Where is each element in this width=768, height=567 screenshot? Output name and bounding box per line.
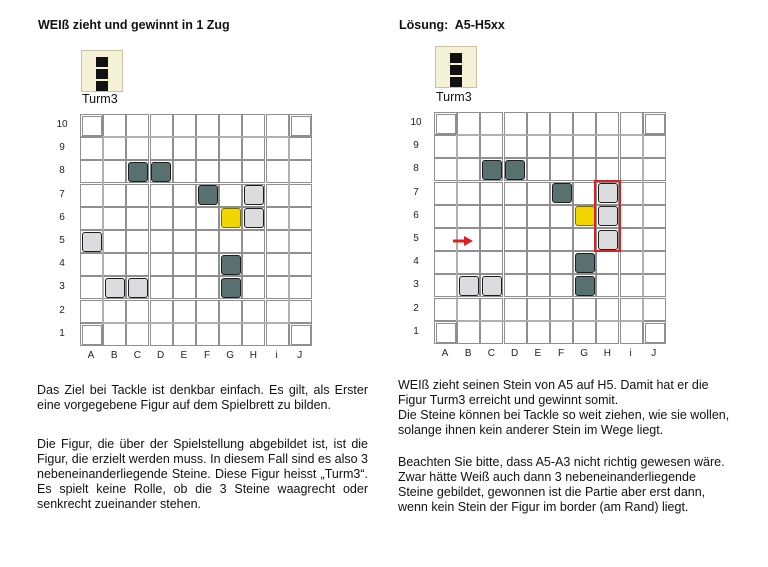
board-corner-square	[82, 116, 102, 136]
board-corner-square	[436, 114, 456, 134]
file-label: C	[487, 348, 495, 359]
board-cell[interactable]	[150, 323, 173, 346]
right-game-board	[410, 112, 674, 359]
board-cell[interactable]	[150, 276, 173, 299]
board-cell[interactable]	[150, 184, 173, 207]
board-cell[interactable]	[173, 114, 196, 137]
board-cell[interactable]	[173, 207, 196, 230]
board-cell[interactable]	[596, 135, 619, 158]
board-cell[interactable]	[620, 321, 643, 344]
board-cell[interactable]	[219, 137, 242, 160]
board-cell[interactable]	[150, 230, 173, 253]
board-cell[interactable]	[150, 137, 173, 160]
board-cell[interactable]	[173, 184, 196, 207]
move-arrow-icon	[453, 236, 473, 246]
board-cell[interactable]	[196, 276, 219, 299]
board-cell[interactable]	[620, 135, 643, 158]
board-cell[interactable]	[196, 230, 219, 253]
rank-label: 6	[413, 209, 419, 221]
board-corner-square	[645, 323, 665, 343]
board-cell[interactable]	[527, 321, 550, 344]
board-cell[interactable]	[126, 137, 149, 160]
rank-label: 2	[413, 302, 419, 314]
yellow-stone-G6[interactable]	[221, 208, 241, 228]
board-cell[interactable]	[573, 298, 596, 321]
board-cell[interactable]	[103, 184, 126, 207]
board-cell[interactable]	[527, 158, 550, 181]
white-stone-B3[interactable]	[459, 276, 479, 296]
board-cell[interactable]	[550, 274, 573, 297]
board-cell[interactable]	[80, 160, 103, 183]
board-cell[interactable]	[457, 135, 480, 158]
board-cell[interactable]	[504, 205, 527, 228]
board-cell[interactable]	[126, 184, 149, 207]
board-cell[interactable]	[80, 276, 103, 299]
board-cell[interactable]	[434, 251, 457, 274]
file-label: J	[297, 350, 303, 361]
board-cell[interactable]	[266, 207, 289, 230]
board-cell[interactable]	[242, 137, 265, 160]
dark-stone-C8[interactable]	[128, 162, 148, 182]
left-paragraph-1: Das Ziel bei Tackle ist denkbar einfach. Es gilt, als Erster eine vorgegebene Figur auf dem Spielbrett zu bilden.	[37, 383, 368, 412]
board-cell[interactable]	[550, 112, 573, 135]
board-cell[interactable]	[550, 298, 573, 321]
board-cell[interactable]	[173, 323, 196, 346]
board-cell[interactable]	[173, 137, 196, 160]
board-cell[interactable]	[219, 114, 242, 137]
dark-stone-G3[interactable]	[575, 276, 595, 296]
board-cell[interactable]	[620, 298, 643, 321]
board-cell[interactable]	[242, 253, 265, 276]
turm3-figure-icon	[81, 50, 123, 92]
rank-label: 1	[413, 325, 419, 337]
board-cell[interactable]	[103, 137, 126, 160]
rank-label: 7	[59, 188, 65, 200]
board-cell[interactable]	[620, 182, 643, 205]
board-cell[interactable]	[103, 323, 126, 346]
board-cell[interactable]	[434, 298, 457, 321]
file-label: i	[275, 350, 278, 361]
left-paragraph-2: Die Figur, die über der Spielstellung abgebildet ist, ist die Figur, die erzielt werden muss. In diesem Fall sind es also 3 nebeneinanderliegende Steine. Diese Figur heisst „Turm3“. Es spielt keine Rolle, ob die 3 Steine waagrecht oder senkrecht zueinander stehen.	[37, 437, 368, 511]
file-label: H	[603, 348, 611, 359]
rank-label: 1	[59, 327, 65, 339]
board-cell[interactable]	[126, 300, 149, 323]
dark-stone-G4[interactable]	[221, 255, 241, 275]
board-cell[interactable]	[573, 182, 596, 205]
board-cell[interactable]	[103, 253, 126, 276]
board-cell[interactable]	[596, 251, 619, 274]
board-cell[interactable]	[527, 205, 550, 228]
dark-stone-F7[interactable]	[198, 185, 218, 205]
board-cell[interactable]	[173, 160, 196, 183]
board-cell[interactable]	[266, 300, 289, 323]
white-stone-H7[interactable]	[244, 185, 264, 205]
board-cell[interactable]	[573, 321, 596, 344]
left-figure-label: Turm3	[82, 92, 118, 106]
board-cell[interactable]	[126, 207, 149, 230]
board-cell[interactable]	[550, 321, 573, 344]
board-cell[interactable]	[480, 321, 503, 344]
board-cell[interactable]	[242, 323, 265, 346]
board-cell[interactable]	[480, 298, 503, 321]
board-cell[interactable]	[289, 230, 312, 253]
dark-stone-D8[interactable]	[151, 162, 171, 182]
board-cell[interactable]	[150, 114, 173, 137]
board-cell[interactable]	[643, 298, 666, 321]
board-cell[interactable]	[80, 184, 103, 207]
board-cell[interactable]	[266, 137, 289, 160]
board-cell[interactable]	[434, 158, 457, 181]
dark-stone-G4[interactable]	[575, 253, 595, 273]
rank-label: 3	[59, 281, 65, 293]
file-label: H	[249, 350, 257, 361]
board-cell[interactable]	[242, 114, 265, 137]
board-cell[interactable]	[550, 251, 573, 274]
rank-label: 8	[413, 163, 419, 175]
board-cell[interactable]	[219, 230, 242, 253]
board-cell[interactable]	[150, 207, 173, 230]
board-cell[interactable]	[480, 135, 503, 158]
white-stone-B3[interactable]	[105, 278, 125, 298]
board-cell[interactable]	[219, 323, 242, 346]
board-cell[interactable]	[80, 300, 103, 323]
board-cell[interactable]	[504, 321, 527, 344]
board-cell[interactable]	[196, 253, 219, 276]
board-cell[interactable]	[289, 207, 312, 230]
board-cell[interactable]	[504, 251, 527, 274]
board-cell[interactable]	[550, 205, 573, 228]
board-cell[interactable]	[504, 112, 527, 135]
rank-label: 5	[59, 235, 65, 246]
board-cell[interactable]	[242, 230, 265, 253]
dark-stone-D8[interactable]	[505, 160, 525, 180]
dark-stone-C8[interactable]	[482, 160, 502, 180]
rank-label: 9	[413, 140, 419, 152]
board-cell[interactable]	[126, 253, 149, 276]
board-cell[interactable]	[596, 321, 619, 344]
board-cell[interactable]	[266, 184, 289, 207]
board-cell[interactable]	[173, 230, 196, 253]
board-cell[interactable]	[457, 298, 480, 321]
board-cell[interactable]	[527, 228, 550, 251]
board-cell[interactable]	[266, 114, 289, 137]
rank-label: 8	[59, 165, 65, 177]
board-cell[interactable]	[242, 300, 265, 323]
board-cell[interactable]	[550, 135, 573, 158]
board-cell[interactable]	[620, 112, 643, 135]
dark-stone-G3[interactable]	[221, 278, 241, 298]
board-cell[interactable]	[434, 274, 457, 297]
board-cell[interactable]	[596, 298, 619, 321]
rank-label: 5	[413, 233, 419, 244]
file-label: E	[180, 350, 188, 361]
file-label: B	[110, 350, 118, 361]
file-label: B	[464, 348, 472, 359]
board-cell[interactable]	[103, 207, 126, 230]
board-corner-square	[291, 116, 311, 136]
board-cell[interactable]	[643, 205, 666, 228]
board-cell[interactable]	[457, 112, 480, 135]
right-solution-title: Lösung: A5-H5xx	[399, 18, 505, 32]
turm3-figure-icon-solution	[435, 46, 477, 88]
board-cell[interactable]	[150, 253, 173, 276]
board-cell[interactable]	[103, 230, 126, 253]
left-puzzle-title: WEIß zieht und gewinnt in 1 Zug	[38, 18, 230, 32]
rank-label: 9	[59, 142, 65, 154]
board-cell[interactable]	[103, 300, 126, 323]
white-stone-A5[interactable]	[82, 232, 102, 252]
board-cell[interactable]	[550, 228, 573, 251]
board-cell[interactable]	[643, 182, 666, 205]
white-stone-C3[interactable]	[128, 278, 148, 298]
board-cell[interactable]	[289, 276, 312, 299]
board-cell[interactable]	[196, 137, 219, 160]
board-cell[interactable]	[573, 228, 596, 251]
board-cell[interactable]	[643, 158, 666, 181]
right-figure-label: Turm3	[436, 90, 472, 104]
board-cell[interactable]	[620, 274, 643, 297]
board-cell[interactable]	[126, 323, 149, 346]
board-corner-square	[82, 325, 102, 345]
rank-label: 10	[56, 119, 68, 130]
board-cell[interactable]	[480, 251, 503, 274]
board-cell[interactable]	[80, 137, 103, 160]
board-cell[interactable]	[620, 205, 643, 228]
board-cell[interactable]	[150, 300, 173, 323]
board-cell[interactable]	[103, 160, 126, 183]
board-cell[interactable]	[527, 251, 550, 274]
file-label: A	[441, 348, 449, 359]
board-cell[interactable]	[196, 207, 219, 230]
rank-label: 4	[413, 256, 419, 268]
file-label: C	[133, 350, 141, 361]
board-cell[interactable]	[103, 114, 126, 137]
board-cell[interactable]	[457, 251, 480, 274]
dark-stone-F7[interactable]	[552, 183, 572, 203]
board-cell[interactable]	[126, 114, 149, 137]
board-cell[interactable]	[480, 228, 503, 251]
file-label: J	[651, 348, 657, 359]
board-cell[interactable]	[527, 112, 550, 135]
file-label: G	[580, 348, 589, 359]
board-cell[interactable]	[504, 135, 527, 158]
left-game-board	[56, 114, 320, 361]
rank-label: 4	[59, 258, 65, 270]
board-cell[interactable]	[527, 298, 550, 321]
board-cell[interactable]	[196, 300, 219, 323]
board-cell[interactable]	[434, 135, 457, 158]
board-cell[interactable]	[457, 205, 480, 228]
board-cell[interactable]	[289, 253, 312, 276]
board-cell[interactable]	[550, 158, 573, 181]
board-cell[interactable]	[196, 323, 219, 346]
board-cell[interactable]	[266, 253, 289, 276]
board-cell[interactable]	[289, 184, 312, 207]
winning-figure-highlight	[594, 180, 620, 253]
board-cell[interactable]	[504, 298, 527, 321]
rank-label: 6	[59, 211, 65, 223]
board-cell[interactable]	[173, 276, 196, 299]
board-cell[interactable]	[596, 274, 619, 297]
board-cell[interactable]	[219, 184, 242, 207]
board-cell[interactable]	[289, 300, 312, 323]
board-cell[interactable]	[219, 160, 242, 183]
board-cell[interactable]	[480, 182, 503, 205]
board-cell[interactable]	[242, 276, 265, 299]
board-cell[interactable]	[573, 135, 596, 158]
board-cell[interactable]	[266, 230, 289, 253]
white-stone-C3[interactable]	[482, 276, 502, 296]
board-cell[interactable]	[643, 251, 666, 274]
file-label: F	[203, 350, 211, 361]
rank-label: 7	[413, 186, 419, 198]
right-paragraph-3: Beachten Sie bitte, dass A5-A3 nicht richtig gewesen wäre. Zwar hätte Weiß auch dann 3 nebeneinanderliegende Steine gebildet, gewonnen ist die Partie aber erst dann, wenn kein Stein der Figur im border (am Rand) liegt.	[398, 455, 725, 514]
board-cell[interactable]	[126, 230, 149, 253]
white-stone-H6[interactable]	[244, 208, 264, 228]
board-cell[interactable]	[573, 158, 596, 181]
yellow-stone-G6[interactable]	[575, 206, 595, 226]
board-cell[interactable]	[434, 205, 457, 228]
right-paragraph-1: WEIß zieht seinen Stein von A5 auf H5. Damit hat er die Figur Turm3 erreicht und gewinnt somit.	[398, 378, 709, 407]
board-cell[interactable]	[196, 114, 219, 137]
board-corner-square	[436, 323, 456, 343]
board-cell[interactable]	[457, 182, 480, 205]
rank-label: 10	[410, 117, 422, 128]
board-cell[interactable]	[596, 158, 619, 181]
board-cell[interactable]	[457, 158, 480, 181]
board-cell[interactable]	[173, 300, 196, 323]
board-cell[interactable]	[289, 137, 312, 160]
rank-label: 3	[413, 279, 419, 291]
board-cell[interactable]	[573, 112, 596, 135]
board-cell[interactable]	[457, 321, 480, 344]
board-cell[interactable]	[527, 274, 550, 297]
file-label: D	[510, 348, 519, 359]
board-cell[interactable]	[504, 228, 527, 251]
board-cell[interactable]	[266, 276, 289, 299]
board-cell[interactable]	[173, 253, 196, 276]
file-label: G	[226, 350, 235, 361]
board-cell[interactable]	[480, 112, 503, 135]
board-cell[interactable]	[620, 228, 643, 251]
board-cell[interactable]	[527, 182, 550, 205]
board-cell[interactable]	[266, 160, 289, 183]
board-cell[interactable]	[80, 253, 103, 276]
board-cell[interactable]	[643, 135, 666, 158]
board-cell[interactable]	[643, 228, 666, 251]
board-cell[interactable]	[620, 251, 643, 274]
board-cell[interactable]	[504, 182, 527, 205]
board-corner-square	[291, 325, 311, 345]
board-cell[interactable]	[242, 160, 265, 183]
file-label: E	[534, 348, 542, 359]
board-cell[interactable]	[504, 274, 527, 297]
board-cell[interactable]	[620, 158, 643, 181]
board-cell[interactable]	[527, 135, 550, 158]
file-label: D	[156, 350, 165, 361]
board-cell[interactable]	[480, 205, 503, 228]
board-cell[interactable]	[596, 112, 619, 135]
file-label: A	[87, 350, 95, 361]
rank-label: 2	[59, 304, 65, 316]
file-label: i	[629, 348, 632, 359]
board-cell[interactable]	[266, 323, 289, 346]
board-cell[interactable]	[196, 160, 219, 183]
board-cell[interactable]	[643, 274, 666, 297]
board-cell[interactable]	[289, 160, 312, 183]
board-cell[interactable]	[219, 300, 242, 323]
board-cell[interactable]	[434, 182, 457, 205]
file-label: F	[557, 348, 565, 359]
board-cell[interactable]	[80, 207, 103, 230]
board-corner-square	[645, 114, 665, 134]
right-paragraph-2: Die Steine können bei Tackle so weit ziehen, wie sie wollen, solange ihnen kein anderer Stein im Wege liegt.	[398, 408, 730, 437]
